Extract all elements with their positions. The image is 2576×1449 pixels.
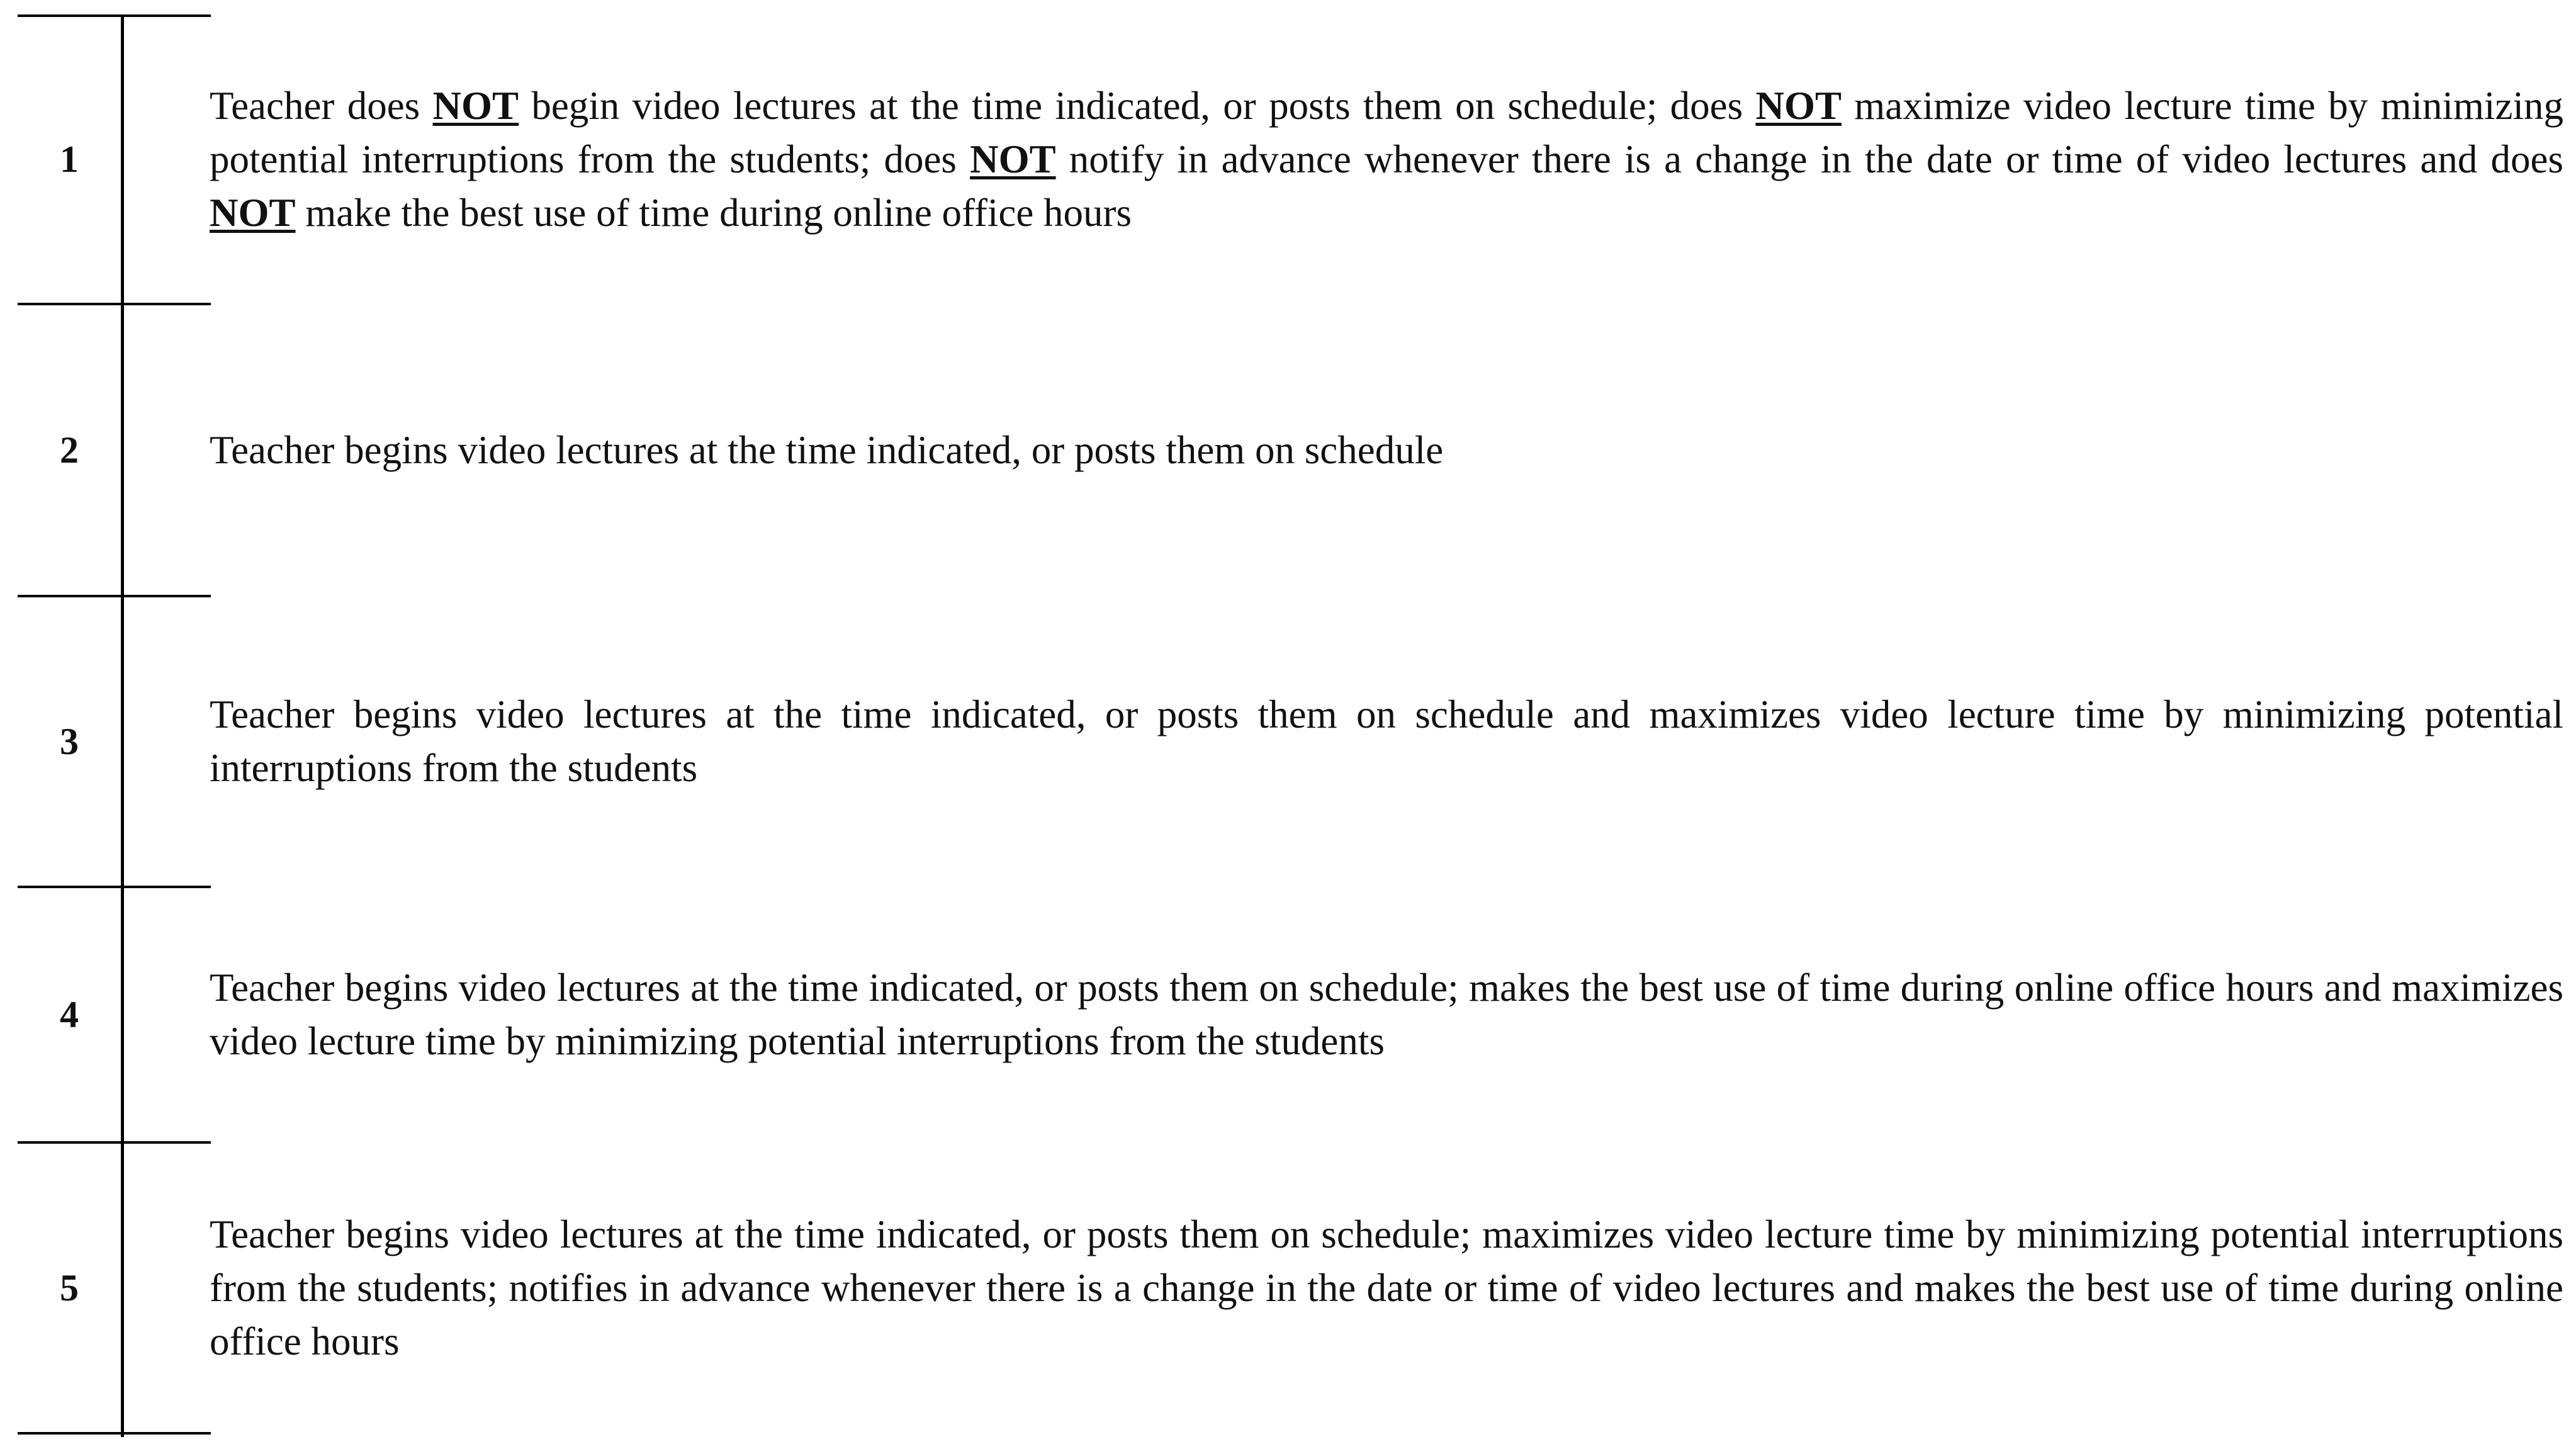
level-description (210, 888, 2563, 1141)
rubric-row-2 (0, 305, 2576, 595)
text-segment: Teacher does (210, 83, 433, 128)
text-segment: begin video lectures at the time indicated, or posts them on schedule; does (519, 83, 1756, 128)
negation-emphasis: NOT (970, 137, 1056, 181)
level-description (210, 1144, 2563, 1432)
level-number: 4 (60, 993, 79, 1035)
description-text: Teacher begins video lectures at the time indicated, or posts them on schedule (210, 427, 1444, 472)
level-number: 1 (60, 138, 79, 180)
negation-emphasis: NOT (1755, 83, 1842, 128)
level-number: 3 (60, 720, 79, 762)
negation-emphasis: NOT (210, 190, 296, 235)
level-description (210, 597, 2563, 886)
level-description (210, 16, 2563, 303)
rubric-row-5 (0, 1144, 2576, 1432)
description-text (210, 79, 2563, 240)
row-divider (18, 1432, 211, 1435)
text-segment: notify in advance whenever there is a change in the date or time of video lectures and does (1055, 137, 2564, 181)
rubric-row-4 (0, 888, 2576, 1141)
description-text: Teacher begins video lectures at the time indicated, or posts them on schedule; maximizes video lecture time by minimizing potential interruptions from the students; notifies in advance whenever there is a change in the date or time of video lectures and makes the best use of time during online office hours (210, 1212, 2563, 1363)
negation-emphasis: NOT (432, 83, 519, 128)
level-description (210, 305, 2563, 595)
description-text: Teacher begins video lectures at the time indicated, or posts them on schedule; makes the best use of time during online office hours and maximizes video lecture time by minimizing potential interruptions from the students (210, 966, 2563, 1063)
rubric-row-1 (0, 16, 2576, 303)
text-segment: make the best use of time during online office hours (295, 190, 1132, 235)
level-number: 5 (60, 1266, 79, 1309)
rubric-row-3 (0, 597, 2576, 886)
description-text: Teacher begins video lectures at the time indicated, or posts them on schedule and maximizes video lecture time by minimizing potential interruptions from the students (210, 692, 2563, 790)
text-segment: maximize video lecture time by minimizing potential interruptions from the students; does (210, 83, 2563, 181)
level-number: 2 (60, 429, 79, 471)
